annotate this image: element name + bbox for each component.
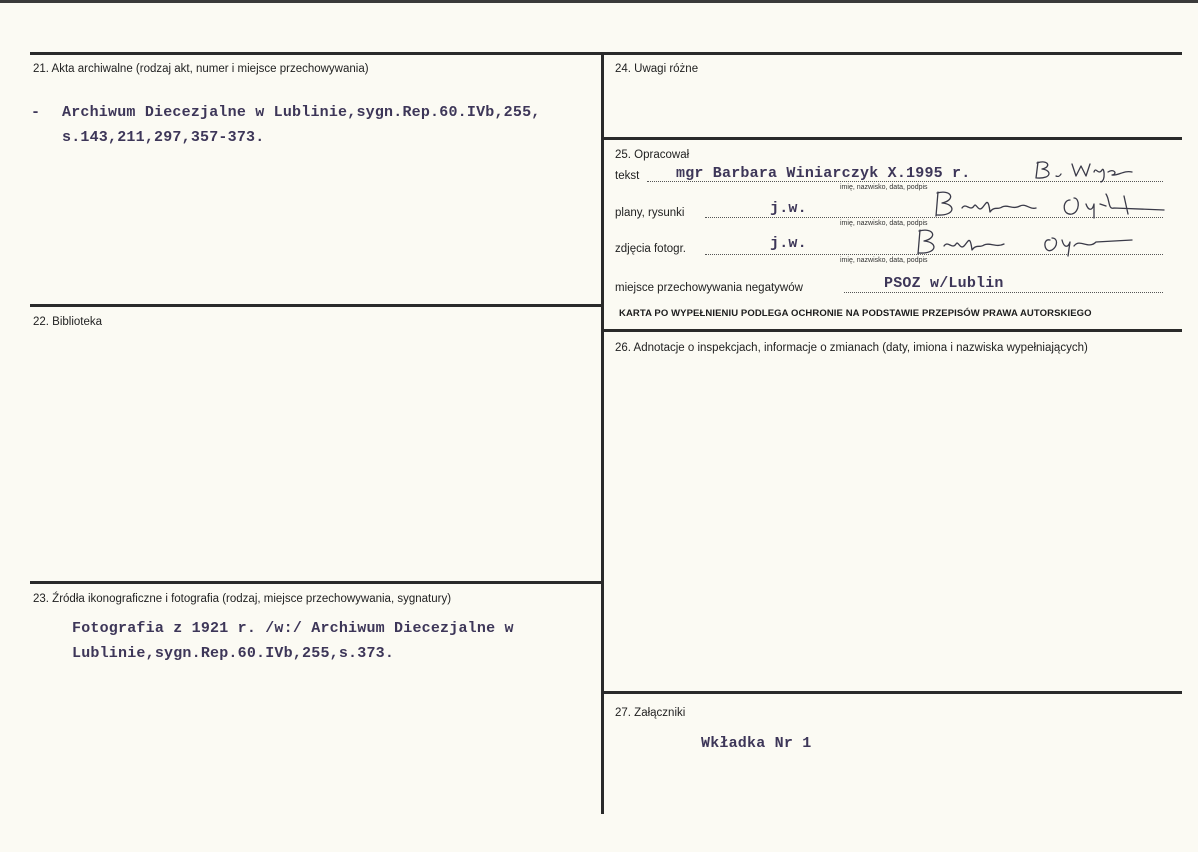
section-21-bullet: - xyxy=(31,104,41,121)
section-23-label: 23. Źródła ikonograficzne i fotografia (rodzaj, miejsce przechowywania, sygnatury) xyxy=(33,593,452,605)
rule-left-2 xyxy=(30,581,602,584)
tekst-label: tekst xyxy=(615,170,640,182)
tekst-value: mgr Barbara Winiarczyk X.1995 r. xyxy=(676,165,971,182)
zdjecia-value: j.w. xyxy=(770,235,807,252)
zdjecia-hint: imię, nazwisko, data, podpis xyxy=(840,257,928,264)
section-22-label: 22. Biblioteka xyxy=(33,316,103,328)
negatywy-label: miejsce przechowywania negatywów xyxy=(615,282,803,294)
rule-right-2 xyxy=(602,329,1182,332)
negatywy-dotted-line xyxy=(844,292,1163,293)
page-top-edge xyxy=(0,0,1198,3)
section-27-value: Wkładka Nr 1 xyxy=(701,735,812,752)
section-27-label: 27. Załączniki xyxy=(615,707,686,719)
rule-center-vertical xyxy=(601,52,604,814)
signature-2 xyxy=(930,186,1170,226)
zdjecia-label: zdjęcia fotogr. xyxy=(615,243,686,255)
section-23-line-2: Lublinie,sygn.Rep.60.IVb,255,s.373. xyxy=(72,645,395,662)
copyright-note: KARTA PO WYPEŁNIENIU PODLEGA OCHRONIE NA PODSTAWIE PRZEPISÓW PRAWA AUTORSKIEGO xyxy=(619,308,1092,319)
plany-hint: imię, nazwisko, data, podpis xyxy=(840,220,928,227)
section-21-line-1: Archiwum Diecezjalne w Lublinie,sygn.Rep.60.IVb,255, xyxy=(62,104,541,121)
section-25-label: 25. Opracował xyxy=(615,149,690,161)
signature-1 xyxy=(1032,158,1142,184)
rule-top xyxy=(30,52,1182,55)
signature-3 xyxy=(912,224,1142,262)
section-23-line-1: Fotografia z 1921 r. /w:/ Archiwum Diecezjalne w xyxy=(72,620,514,637)
rule-left-1 xyxy=(30,304,602,307)
plany-value: j.w. xyxy=(770,200,807,217)
negatywy-value: PSOZ w/Lublin xyxy=(884,275,1004,292)
plany-label: plany, rysunki xyxy=(615,207,685,219)
section-26-label: 26. Adnotacje o inspekcjach, informacje o zmianach (daty, imiona i nazwiska wypełniających) xyxy=(615,342,1088,354)
section-21-label: 21. Akta archiwalne (rodzaj akt, numer i miejsce przechowywania) xyxy=(33,63,369,75)
section-21-line-2: s.143,211,297,357-373. xyxy=(62,129,265,146)
rule-right-3 xyxy=(602,691,1182,694)
tekst-hint: imię, nazwisko, data, podpis xyxy=(840,184,928,191)
section-24-label: 24. Uwagi różne xyxy=(615,63,699,75)
rule-right-1 xyxy=(602,137,1182,140)
